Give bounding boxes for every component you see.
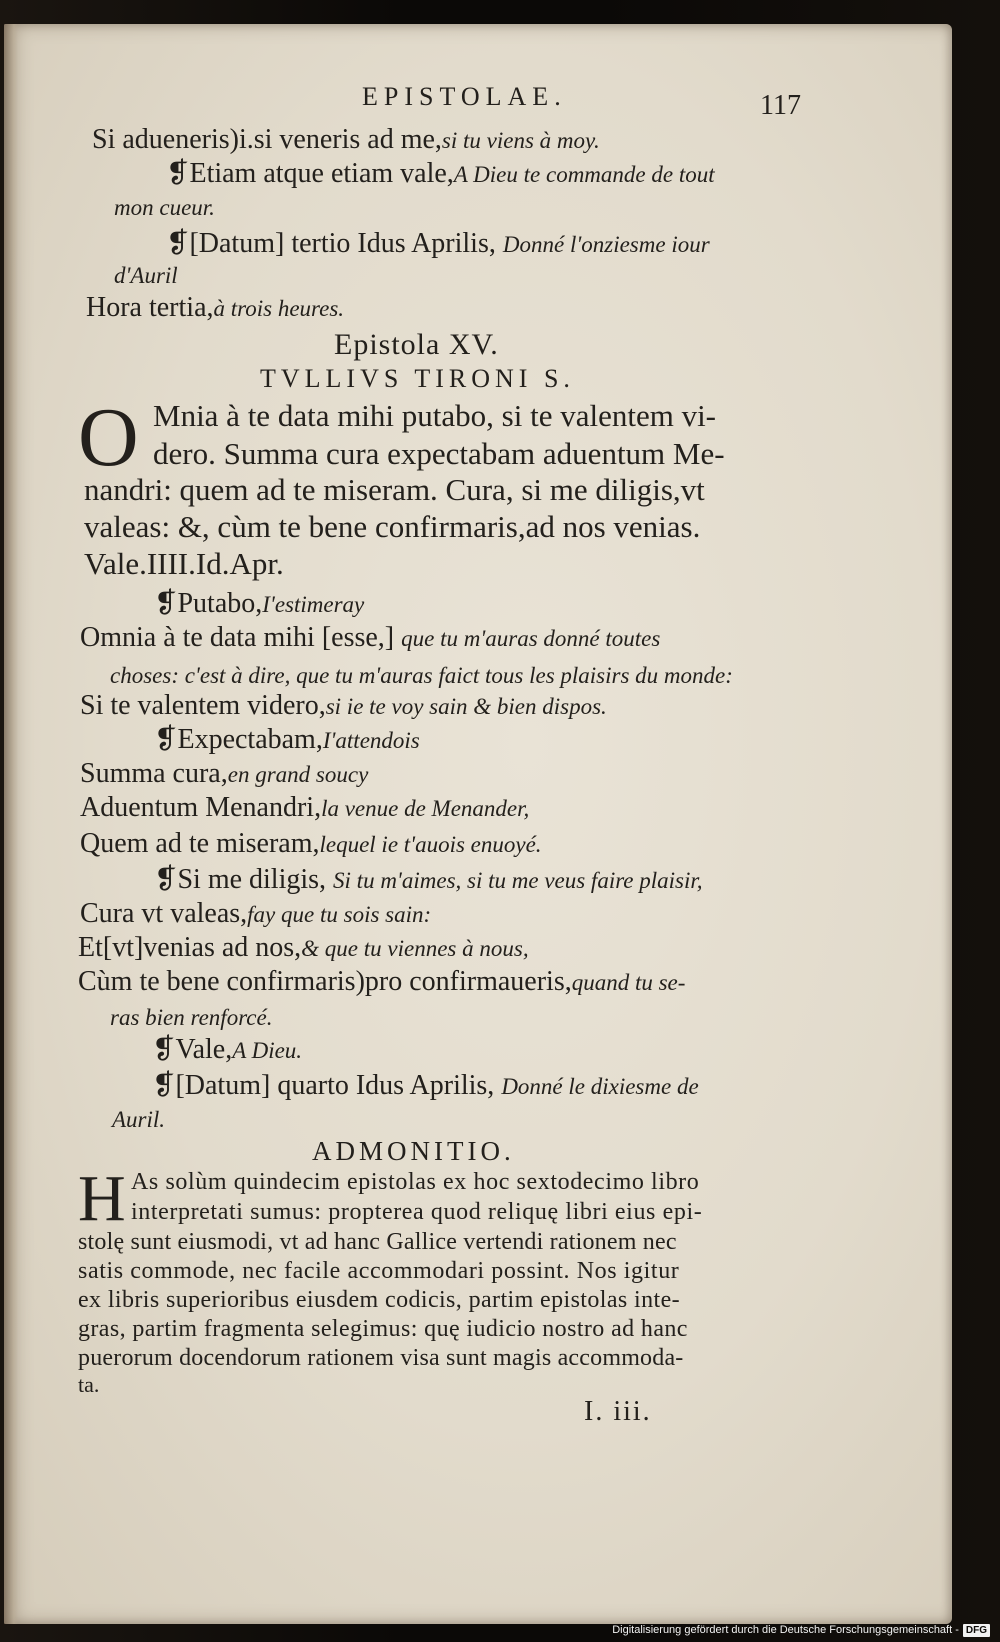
page-number: 117	[760, 90, 801, 121]
admonitio-line: ex libris superioribus eiusdem codicis, partim epistolas inte-	[78, 1287, 681, 1313]
admonitio-line: interpretati sumus: propterea quod reliquę libri eius epi-	[131, 1199, 703, 1225]
french-gloss: si tu viens à moy.	[441, 128, 600, 153]
french-gloss: choses: c'est à dire, que tu m'auras faict tous les plaisirs du monde:	[110, 663, 733, 688]
admonitio-line: satis commode, nec facile accommodari possint. Nos igitur	[78, 1258, 680, 1284]
drop-cap: H	[78, 1162, 126, 1235]
drop-cap: O	[78, 391, 139, 484]
french-gloss: & que tu viennes à nous,	[301, 936, 529, 961]
page-gutter-shadow	[4, 24, 18, 1624]
epistola-heading: Epistola XV.	[334, 328, 499, 361]
french-gloss: quand tu se-	[571, 970, 686, 995]
french-gloss: I'estimeray	[262, 592, 365, 617]
latin-text: ❡Putabo,	[154, 588, 263, 619]
french-gloss: Si tu m'aimes, si tu me veus faire plaisir,	[333, 868, 703, 893]
text-line	[80, 794, 529, 822]
dfg-logo: DFG	[963, 1624, 990, 1637]
french-gloss: en grand soucy	[227, 762, 369, 787]
latin-text: Summa cura,	[80, 758, 228, 789]
signature-mark: I. iii.	[584, 1396, 652, 1427]
admonitio-line: stolę sunt eiusmodi, vt ad hanc Gallice vertendi rationem nec	[78, 1229, 677, 1255]
french-gloss: ras bien renforcé.	[110, 1005, 273, 1030]
french-gloss: si ie te voy sain & bien dispos.	[325, 694, 607, 719]
french-gloss: la venue de Menander,	[321, 796, 530, 821]
epistola-salutation: TVLLIVS TIRONI S.	[260, 364, 575, 393]
text-line	[80, 692, 607, 720]
latin-text: Quem ad te miseram,	[80, 828, 320, 859]
letter-line: dero. Summa cura expectabam aduentum Me-	[153, 436, 725, 471]
letter-line: valeas: &, cùm te bene confirmaris,ad nos venias.	[84, 509, 701, 544]
text-line	[154, 866, 703, 894]
admonitio-line: ta.	[78, 1372, 100, 1397]
french-gloss: Donné l'onziesme iour	[502, 232, 710, 257]
french-gloss: A Dieu.	[232, 1038, 303, 1063]
french-gloss: lequel ie t'auois enuoyé.	[319, 832, 542, 857]
latin-text: Omnia à te data mihi [esse,]	[80, 622, 395, 653]
latin-text: ❡[Datum] tertio Idus Aprilis,	[166, 228, 496, 259]
text-line	[78, 968, 685, 996]
latin-text: Et[vt]venias ad nos,	[78, 932, 302, 963]
text-line	[166, 160, 715, 188]
french-gloss: à trois heures.	[213, 296, 345, 321]
text-line	[86, 294, 344, 322]
french-gloss: que tu m'auras donné toutes	[401, 626, 661, 651]
text-line	[80, 830, 542, 858]
letter-line: Vale.IIII.Id.Apr.	[84, 546, 284, 581]
french-gloss: d'Auril	[114, 263, 178, 288]
text-line	[152, 1072, 699, 1100]
text-line	[78, 934, 529, 962]
digitization-credit	[612, 1622, 990, 1638]
latin-text: ❡Si me diligis,	[154, 864, 327, 895]
text-line	[166, 230, 710, 258]
latin-text: Si adueneris)i.si veneris ad me,	[92, 124, 442, 155]
credit-text: Digitalisierung gefördert durch die Deutsche Forschungsgemeinschaft -	[612, 1624, 959, 1636]
latin-text: ❡Expectabam,	[154, 724, 323, 755]
admonitio-line: puerorum docendorum rationem visa sunt magis accommoda-	[78, 1345, 684, 1371]
text-line	[80, 900, 431, 928]
latin-text: Si te valentem videro,	[80, 690, 326, 721]
text-line	[152, 1036, 302, 1064]
text-line	[154, 590, 364, 618]
latin-text: ❡[Datum] quarto Idus Aprilis,	[152, 1070, 495, 1101]
text-line	[154, 726, 420, 754]
latin-text: Aduentum Menandri,	[80, 792, 322, 823]
letter-line: Mnia à te data mihi putabo, si te valentem vi-	[153, 398, 717, 433]
latin-text: Cùm te bene confirmaris)pro confirmaueris,	[78, 966, 572, 997]
latin-text: Cura vt valeas,	[80, 898, 248, 929]
french-gloss: fay que tu sois sain:	[247, 902, 432, 927]
french-gloss: Auril.	[112, 1107, 166, 1132]
latin-text: Hora tertia,	[86, 292, 214, 323]
running-title: EPISTOLAE.	[362, 82, 567, 111]
letter-line: nandri: quem ad te miseram. Cura, si me diligis,vt	[84, 472, 705, 507]
text-line	[92, 126, 600, 154]
latin-text: ❡Etiam atque etiam vale,	[166, 158, 454, 189]
admonitio-heading: ADMONITIO.	[312, 1136, 515, 1166]
admonitio-line: As solùm quindecim epistolas ex hoc sextodecimo libro	[131, 1169, 700, 1195]
text-line	[80, 624, 660, 652]
french-gloss: A Dieu te commande de tout	[453, 162, 715, 187]
text-line	[80, 760, 368, 788]
latin-text: ❡Vale,	[152, 1034, 233, 1065]
french-gloss: mon cueur.	[114, 195, 215, 220]
french-gloss: Donné le dixiesme de	[501, 1074, 699, 1099]
admonitio-line: gras, partim fragmenta selegimus: quę iudicio nostro ad hanc	[78, 1316, 688, 1342]
french-gloss: I'attendois	[322, 728, 420, 753]
